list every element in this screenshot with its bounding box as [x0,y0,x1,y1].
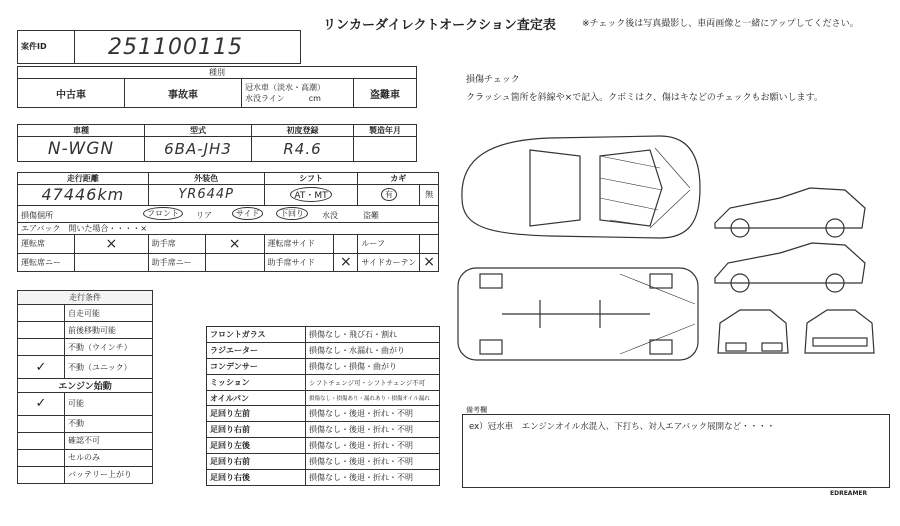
damage-rear: リア [196,210,212,220]
airbag-driver-knee: 運転席ニー [18,253,75,271]
damage-label: 損傷個所 [21,210,53,220]
check-label-fr2: 足回り右前 [207,454,306,470]
engine-item-cell: セルのみ [65,449,153,466]
mileage-header: 走行距離 [18,173,149,185]
category-theft: 盗難車 [354,79,417,108]
key-header: カギ [358,173,439,185]
check-label-rl: 足回り左後 [207,438,306,454]
vehicle-table [17,124,417,162]
engine-header: エンジン始動 [18,378,153,392]
check-value-radiator: 損傷なし・水漏れ・曲がり [306,342,440,358]
drive-header: 走行条件 [18,291,153,305]
check-value-mission: シフトチェンジ可・シフトチェンジ不可 [306,374,440,390]
vehicle-model-value: N-WGN [47,139,115,159]
airbag-passenger-side: 助手席サイド [264,253,334,271]
car-rear-front-icon [718,310,874,353]
damage-flood: 水没 [322,210,338,220]
check-label-rr: 足回り右後 [207,470,306,486]
drive-table [17,290,153,484]
case-id-label: 案件ID [18,31,75,64]
vehicle-mfg-value [354,137,417,162]
drive-item-unic: 不動（ユニック） [65,356,153,379]
check-label-radiator: ラジエーター [207,342,306,358]
category-flood-unit: cm [308,94,321,103]
check-value-windshield: 損傷なし・飛び石・割れ [306,327,440,343]
damage-theft: 盗難 [363,210,379,220]
vehicle-header-mfg: 製造年月 [354,125,417,137]
category-table [17,66,417,108]
engine-item-unknown: 確認不可 [65,432,153,449]
damage-check-desc: クラッシュ箇所を斜線や×で記入。クボミはク、傷はキなどのチェックもお願いします。 [466,93,823,103]
check-value-fr: 損傷なし・後退・折れ・不明 [306,422,440,438]
key-no: 無 [420,185,439,205]
case-id-box [17,30,301,64]
car-top-view-icon [462,136,700,238]
check-value-oilpan: 損傷なし・損傷あり・漏れあり・損傷オイル漏れ [306,390,440,406]
remarks-text: ex）冠水車 エンジンオイル水混入、下打ち、対人エアバック展開など・・・・ [469,422,776,432]
airbag-driver-mark: × [75,235,149,253]
key-yes: 有 [381,188,397,201]
remarks-box [462,414,890,488]
damage-front: フロント [143,207,183,220]
check-label-condenser: コンデンサー [207,358,306,374]
check-value-rl: 損傷なし・後退・折れ・不明 [306,438,440,454]
vehicle-header-type: 型式 [145,125,252,137]
drive-check-unic: ✓ [18,356,65,379]
check-label-windshield: フロントガラス [207,327,306,343]
drive-item-self: 自走可能 [65,305,153,322]
engine-check-possible: ✓ [18,392,65,415]
check-value-fr2: 損傷なし・後退・折れ・不明 [306,454,440,470]
car-underside-icon [458,268,698,360]
check-value-rr: 損傷なし・後退・折れ・不明 [306,470,440,486]
check-label-fl: 足回り左前 [207,406,306,422]
airbag-roof: ルーフ [358,235,420,253]
car-side-view-icon [715,188,865,292]
drive-item-winch: 不動（ウインチ） [65,339,153,356]
vehicle-reg-value: R4.6 [283,140,322,158]
category-flood: 冠水車（淡水・高潮） [245,83,325,92]
drive-item-move: 前後移動可能 [65,322,153,339]
mileage-value: 47446km [41,185,125,205]
engine-item-immobile: 不動 [65,415,153,432]
check-label-oilpan: オイルパン [207,390,306,406]
category-header: 種別 [18,67,417,79]
color-header: 外装色 [148,173,264,185]
airbag-driver-side: 運転席サイド [264,235,334,253]
form-title: リンカーダイレクトオークション査定表 [323,18,556,33]
check-label-mission: ミッション [207,374,306,390]
damage-check-title: 損傷チェック [466,75,520,85]
category-flood-line: 水没ライン [245,94,285,103]
airbag-side-curtain: サイドカーテン [358,253,420,271]
shift-value: AT・MT [290,187,331,202]
case-id-value: 251100115 [108,34,243,60]
airbag-passenger-side-mark: × [334,253,358,271]
check-table [206,326,440,486]
airbag-passenger-knee: 助手席ニー [148,253,205,271]
vehicle-type-value: 6BA-JH3 [164,140,232,158]
car-diagram [450,128,890,368]
check-value-condenser: 損傷なし・損傷・曲がり [306,358,440,374]
airbag-driver: 運転席 [18,235,75,253]
category-used: 中古車 [18,79,125,108]
top-note: ※チェック後は写真撮影し、車両画像と一緒にアップしてください。 [582,19,859,29]
engine-item-possible: 可能 [65,392,153,415]
airbag-passenger-mark: × [205,235,264,253]
check-value-fl: 損傷なし・後退・折れ・不明 [306,406,440,422]
engine-item-battery: バッテリー上がり [65,466,153,483]
airbag-label: エアバック 開いた場合・・・・× [18,222,439,234]
shift-header: シフト [264,173,358,185]
vehicle-header-model: 車種 [18,125,145,137]
vehicle-header-reg: 初度登録 [252,125,354,137]
damage-under: 下回り [276,207,308,220]
check-label-fr: 足回り右前 [207,422,306,438]
airbag-side-curtain-mark: × [420,253,439,271]
remarks-label: 備考欄 [466,406,487,414]
footer-logo: EDREAMER [830,490,868,497]
category-accident: 事故車 [125,79,242,108]
airbag-passenger: 助手席 [148,235,205,253]
color-value: YR644P [178,187,234,203]
damage-side: サイド [232,207,263,220]
mileage-table [17,172,439,272]
